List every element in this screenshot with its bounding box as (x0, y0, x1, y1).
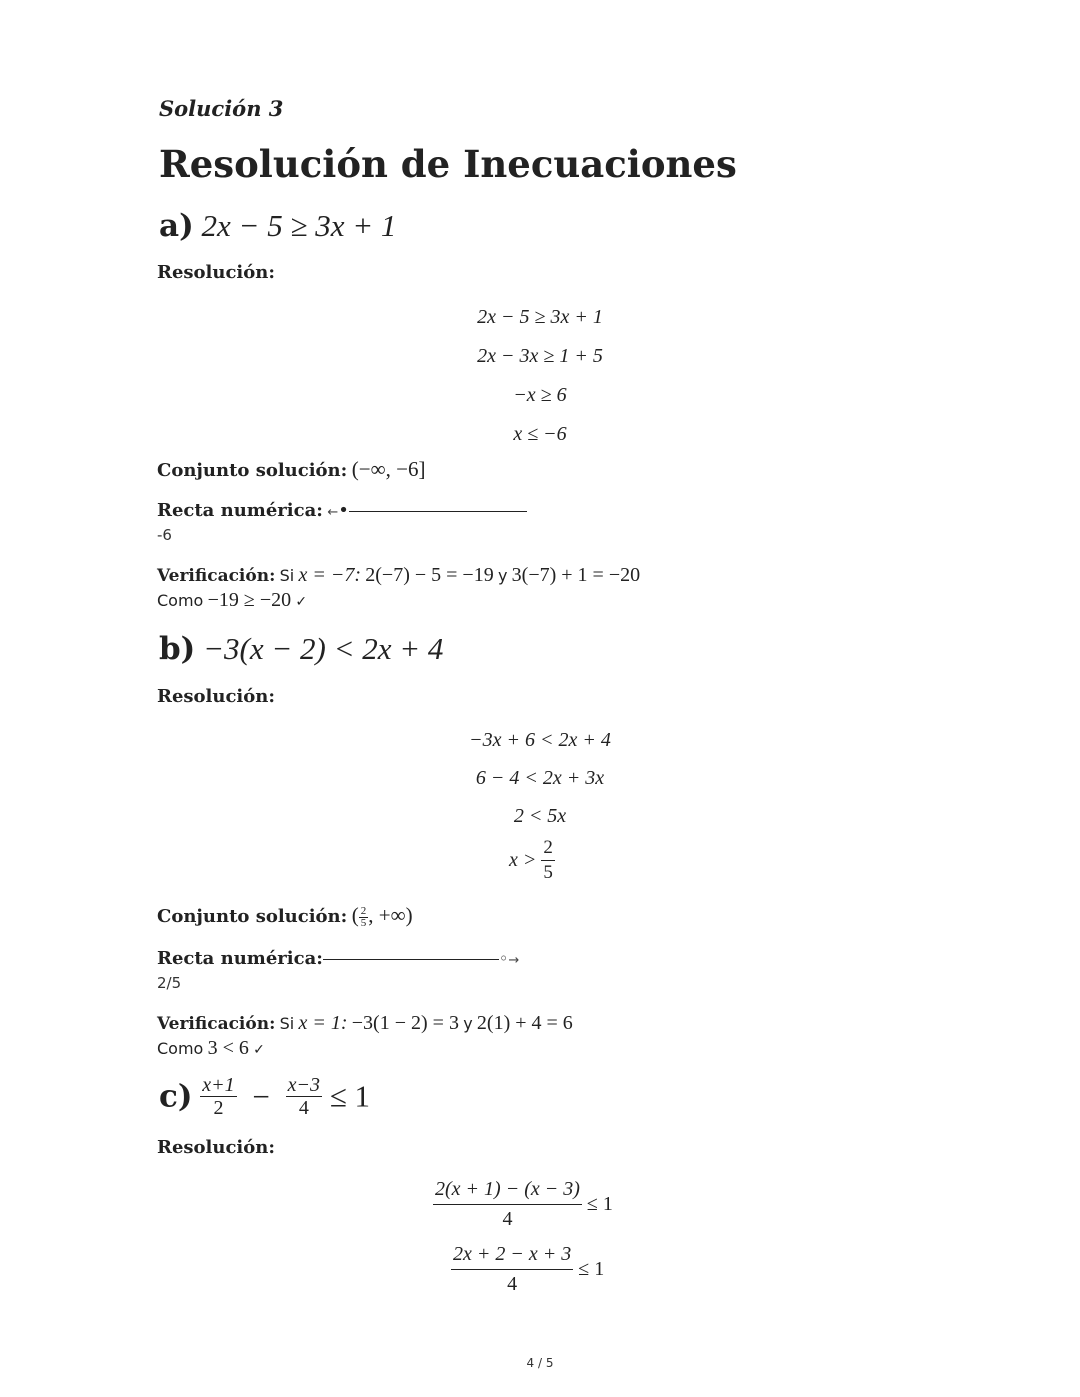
part-b-heading (159, 631, 443, 667)
part-a-verify-rhs: 3(−7) + 1 = −20 (511, 564, 641, 586)
part-a-inequality: 2x − 5 ≥ 3x + 1 (201, 208, 397, 243)
part-a-verify-lhs: 2(−7) − 5 = −19 (365, 564, 494, 586)
verify-and-text: y (497, 566, 508, 585)
part-a-comparison-value: −19 ≥ −20 (207, 589, 292, 611)
part-b-resolution-label: Resolución: (157, 686, 276, 707)
part-c-step (451, 1240, 604, 1299)
closed-point-icon: • (338, 500, 349, 521)
fraction-numerator: 2(x + 1) − (x − 3) (435, 1178, 580, 1200)
part-b-verification (157, 1012, 573, 1035)
fraction (451, 1240, 573, 1299)
part-a-comparison (157, 589, 307, 612)
part-c-resolution-label: Resolución: (157, 1137, 276, 1158)
number-line-label: Recta numérica: (157, 948, 323, 969)
part-c-letter: c) (159, 1078, 193, 1115)
page-title: Resolución de Inecuaciones (159, 142, 737, 186)
part-b-verify-rhs: 2(1) + 4 = 6 (476, 1012, 573, 1034)
page-number: 4 / 5 (526, 1356, 554, 1370)
part-a-step: −x ≥ 6 (513, 384, 567, 406)
part-a-heading (159, 208, 396, 244)
solution-rest: , +∞) (368, 903, 413, 927)
part-a-verification (157, 564, 640, 587)
part-b-steps (0, 721, 1080, 835)
part-c-heading (159, 1074, 370, 1119)
fraction-denominator: 4 (433, 1204, 582, 1234)
verification-label: Verificación: (157, 566, 276, 586)
fraction-numerator: 2 (543, 837, 553, 858)
solution-set-label: Conjunto solución: (157, 906, 348, 927)
right-arrow-icon: → (508, 953, 520, 968)
part-b-solution-set (157, 903, 413, 929)
part-b-solution-value (352, 903, 413, 927)
part-a-line-value: -6 (157, 526, 172, 544)
part-c-rhs: ≤ 1 (329, 1078, 371, 1114)
part-b-last-step-lhs: x > (509, 849, 537, 871)
open-point-icon: ◦ (498, 949, 509, 968)
check-icon: ✓ (295, 594, 308, 610)
open-paren: ( (351, 903, 359, 927)
verify-if-text: Si (279, 1014, 295, 1033)
part-a-letter: a) (159, 208, 194, 244)
fraction-numerator: 2x + 2 − x + 3 (453, 1243, 572, 1265)
part-b-verify-lhs: −3(1 − 2) = 3 (351, 1012, 459, 1034)
fraction-numerator: x+1 (202, 1074, 235, 1096)
part-b-step: 2 < 5x (513, 805, 567, 827)
check-icon: ✓ (253, 1042, 265, 1058)
fraction-denominator: 5 (543, 862, 553, 883)
part-a-solution-set (157, 457, 425, 482)
part-c-step-rhs: ≤ 1 (578, 1258, 605, 1280)
part-a-steps (0, 298, 1080, 454)
fraction (286, 1074, 322, 1119)
as-text: Como (157, 1039, 204, 1058)
part-a-resolution-label: Resolución: (157, 262, 276, 283)
fraction (200, 1074, 236, 1119)
number-line-label: Recta numérica: (157, 500, 323, 521)
verification-label: Verificación: (157, 1014, 276, 1034)
fraction-numerator: 2 (360, 904, 367, 917)
fraction (433, 1175, 582, 1234)
number-line-segment (323, 959, 499, 960)
part-b-comparison-value: 3 < 6 (207, 1037, 249, 1059)
part-b-letter: b) (159, 631, 196, 667)
fraction-denominator: 5 (360, 916, 367, 929)
part-a-solution-value: (−∞, −6] (351, 457, 426, 481)
fraction (541, 836, 555, 885)
part-a-step: 2x − 3x ≥ 1 + 5 (477, 345, 603, 367)
part-a-step: 2x − 5 ≥ 3x + 1 (477, 306, 603, 328)
minus-sign: − (252, 1078, 270, 1114)
fraction (359, 906, 369, 929)
part-b-number-line (157, 948, 519, 969)
part-b-step: 6 − 4 < 2x + 3x (475, 767, 605, 789)
solution-subtitle: Solución 3 (159, 96, 284, 121)
part-a-number-line (157, 500, 527, 521)
part-b-line-value: 2/5 (157, 974, 182, 992)
part-a-verify-var: x = −7: (298, 564, 362, 586)
verify-if-text: Si (279, 566, 295, 585)
fraction-denominator: 2 (200, 1096, 236, 1119)
part-b-comparison (157, 1037, 265, 1060)
fraction-denominator: 4 (451, 1269, 573, 1299)
left-arrow-icon: ← (327, 505, 339, 520)
part-b-step: −3x + 6 < 2x + 4 (469, 729, 611, 751)
part-c-step (433, 1175, 613, 1234)
as-text: Como (157, 591, 204, 610)
number-line-segment (349, 511, 527, 512)
part-a-step: x ≤ −6 (513, 423, 567, 445)
part-b-last-step (509, 836, 555, 885)
part-c-step-rhs: ≤ 1 (586, 1193, 613, 1215)
verify-and-text: y (463, 1014, 473, 1033)
fraction-denominator: 4 (286, 1096, 322, 1119)
fraction-numerator: x−3 (287, 1074, 321, 1096)
part-b-inequality: −3(x − 2) < 2x + 4 (203, 631, 444, 666)
solution-set-label: Conjunto solución: (157, 460, 348, 481)
part-b-verify-var: x = 1: (298, 1012, 348, 1034)
